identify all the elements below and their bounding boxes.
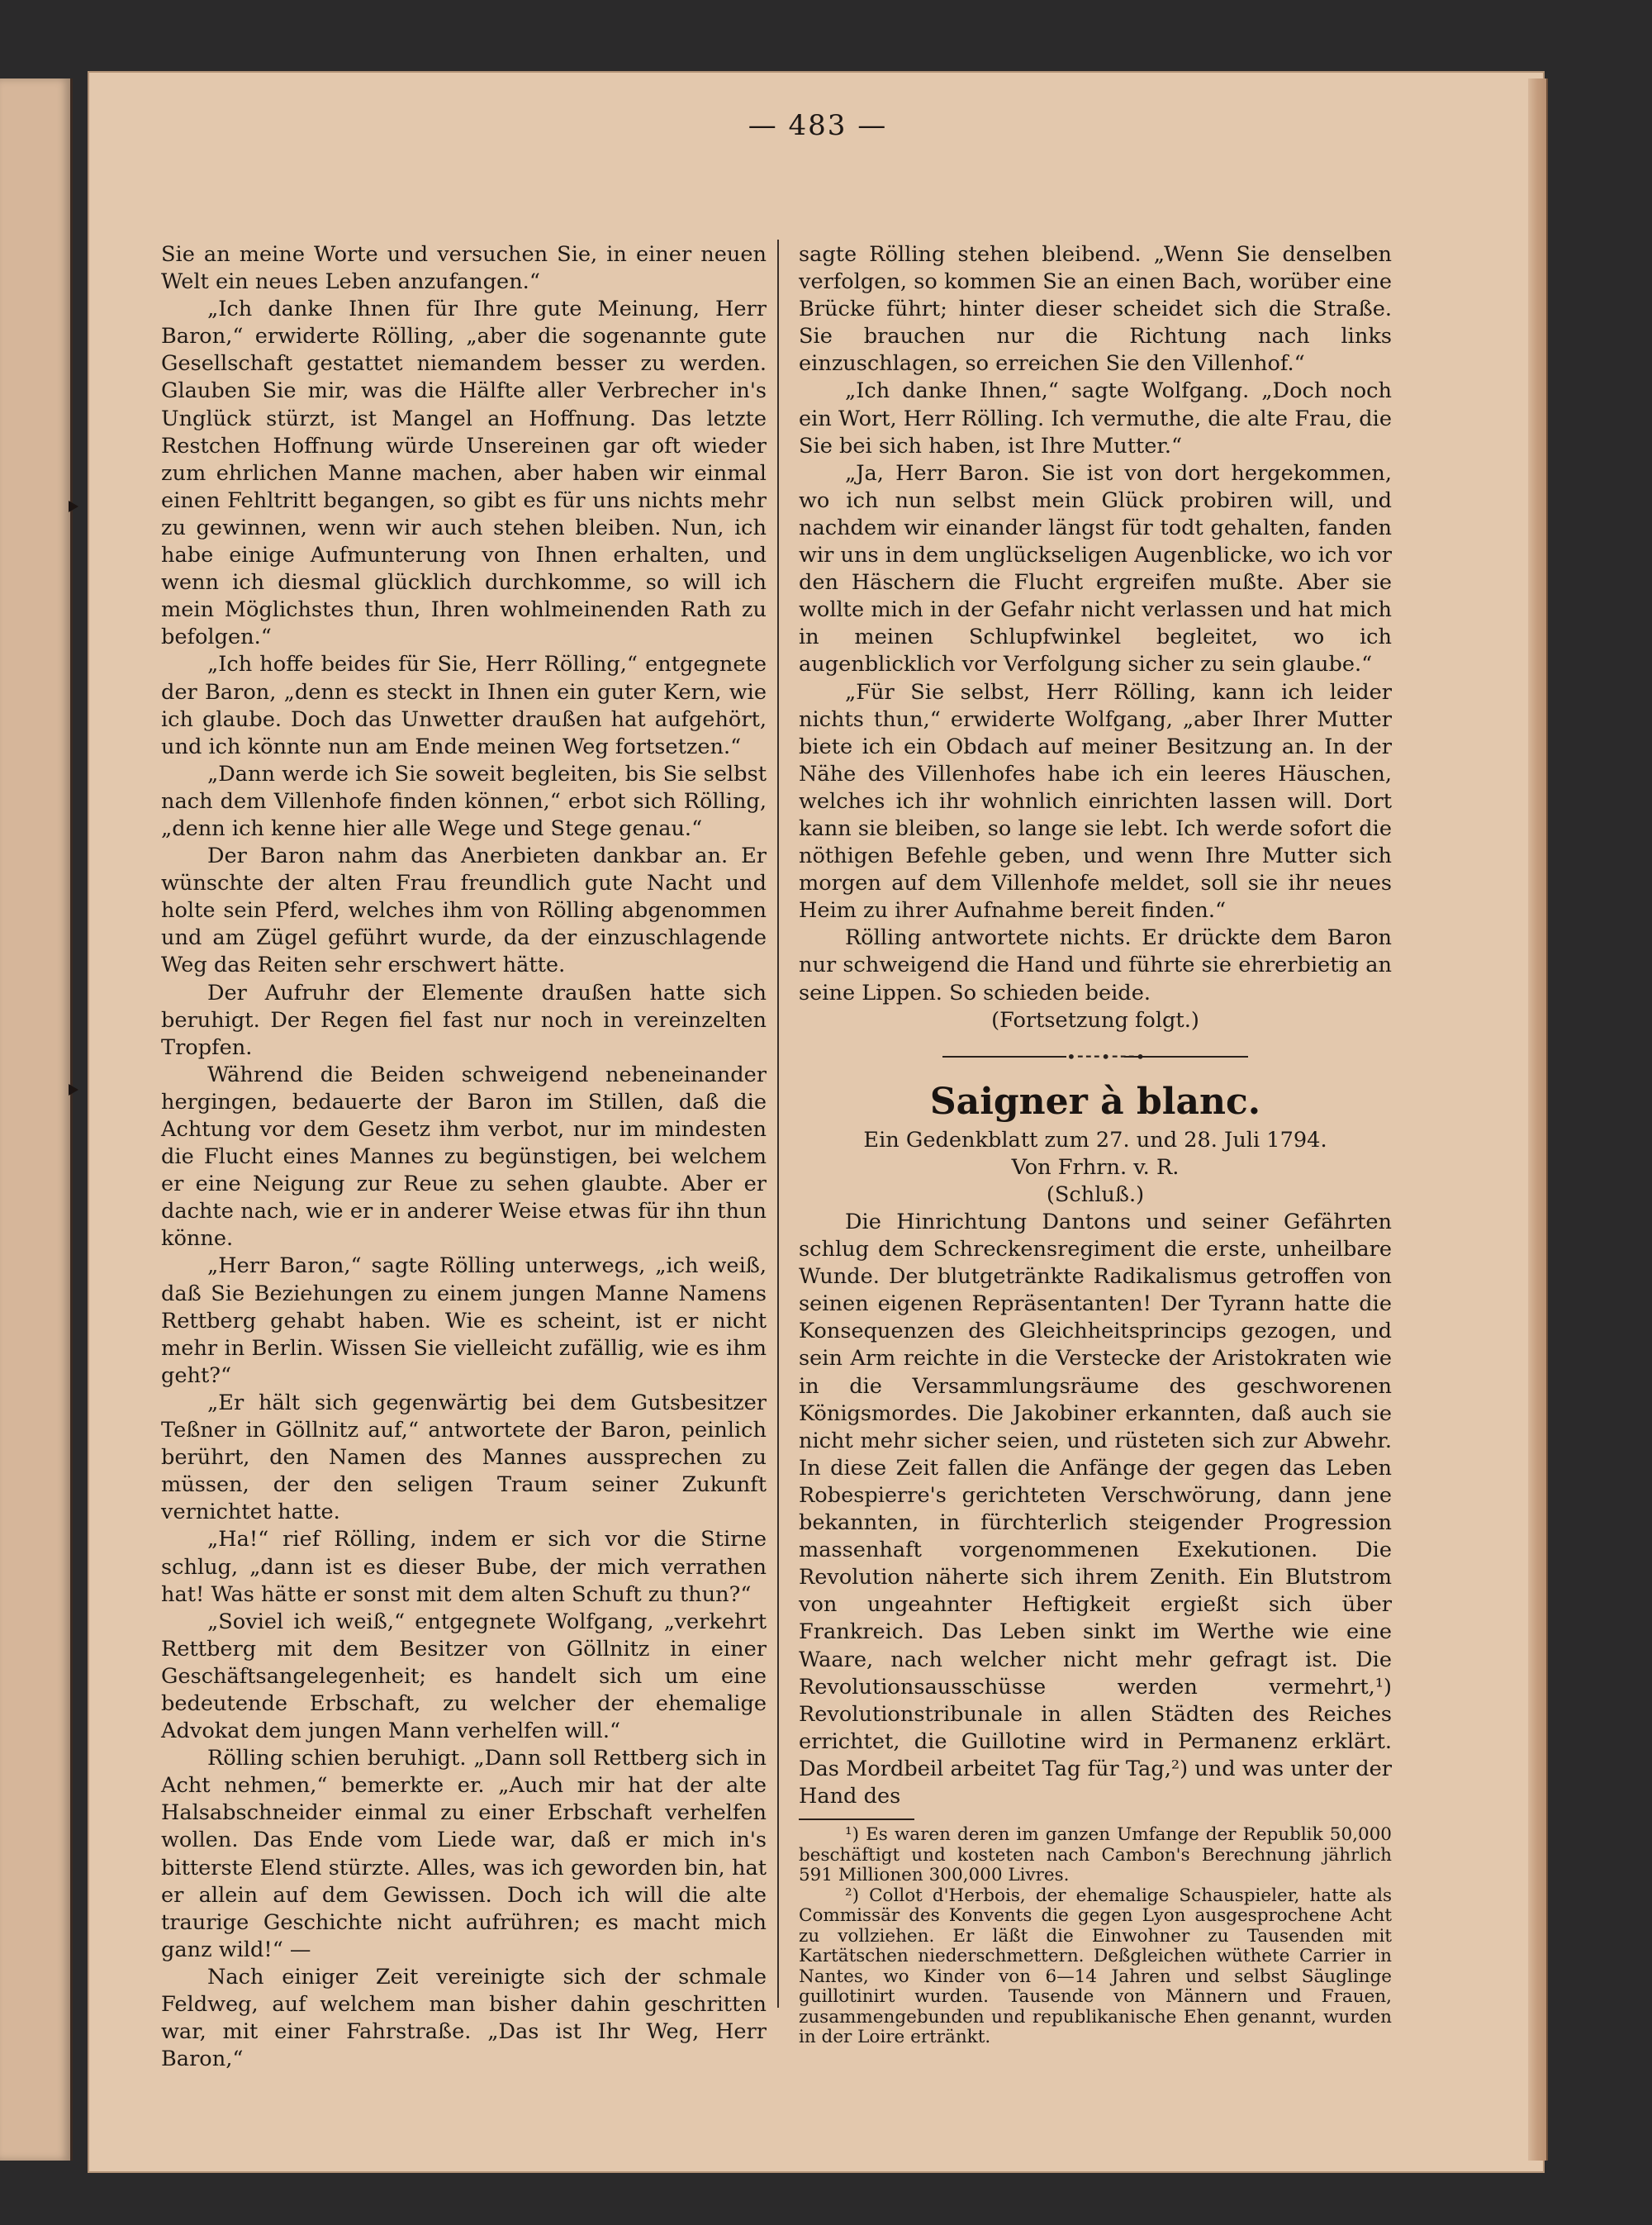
paragraph: Sie an meine Worte und versuchen Sie, in einer neuen Welt ein neues Leben anzufangen.“: [161, 242, 767, 295]
paragraph: „Er hält sich gegenwärtig bei dem Gutsbesitzer Teßner in Göllnitz auf,“ antwortete der Baron, peinlich berührt, den Namen des Mannes aussprechen zu müssen, der den seligen Traum seiner Zukunft vernichtet hatte.: [161, 1390, 767, 1525]
article-part: (Schluß.): [1046, 1181, 1145, 1207]
left-column: [161, 241, 767, 2073]
paragraph: „Soviel ich weiß,“ entgegnete Wolfgang, „verkehrt Rettberg mit dem Besitzer von Göllnitz in einer Geschäftsangelegenheit; es handelt sich um eine bedeutende Erbschaft, zu welcher der ehemalige Advokat dem jungen Mann verhelfen will.“: [161, 1609, 767, 1744]
to-be-continued-note: (Fortsetzung folgt.): [991, 1007, 1199, 1033]
margin-mark-icon: [69, 1084, 78, 1096]
footnote: ¹) Es waren deren im ganzen Umfange der Republik 50,000 beschäftigt und kosteten nach Cambon's Berechnung jährlich 591 Millionen 300,000 Livres.: [799, 1824, 1392, 1886]
paragraph: „Dann werde ich Sie soweit begleiten, bis Sie selbst nach dem Villenhofe finden können,“ erbot sich Rölling, „denn ich kenne hier alle Wege und Stege genau.“: [161, 761, 767, 841]
page-number: — 483 —: [748, 109, 888, 142]
paragraph: „Ja, Herr Baron. Sie ist von dort hergekommen, wo ich nun selbst mein Glück probiren will, und nachdem wir einander längst für todt gehalten, fanden wir uns in dem unglückseligen Augenblicke, wo ich vor den Häschern die Flucht ergreifen mußte. Aber sie wollte mich in der Gefahr nicht verlassen und hat mich in meinen Schlupfwinkel begleitet, wo ich augenblicklich vor Verfolgung sicher zu sein glaube.“: [799, 460, 1392, 677]
paragraph: „Ich danke Ihnen für Ihre gute Meinung, Herr Baron,“ erwiderte Rölling, „aber die sogenannte gute Gesellschaft gestattet niemandem besser zu werden. Glauben Sie mir, was die Hälfte aller Verbrecher in's Unglück stürzt, ist Mangel an Hoffnung. Das letzte Restchen Hoffnung würde Unsereinen gar oft wieder zum ehrlichen Manne machen, aber haben wir einmal einen Fehltritt begangen, so gibt es für uns nichts mehr zu gewinnen, wenn wir auch stehen bleiben. Nun, ich habe einige Aufmunterung von Ihnen erhalten, und wenn ich diesmal glücklich durchkomme, so will ich mein Möglichstes thun, Ihren wohlmeinenden Rath zu befolgen.“: [161, 297, 767, 650]
paragraph: Der Aufruhr der Elemente draußen hatte sich beruhigt. Der Regen fiel fast nur noch in vereinzelten Tropfen.: [161, 980, 767, 1060]
article-paragraph: Die Hinrichtung Dantons und seiner Gefährten schlug dem Schreckensregiment die erste, unheilbare Wunde. Der blutgetränkte Radikalismus getroffen von seinen eigenen Repräsentanten! Der Tyrann hatte die Konsequenzen des Gleichheitsprincips gezogen, und sein Arm reichte in die Verstecke der Aristokraten wie in die Versammlungsräume des geschworenen Königsmordes. Die Jakobiner erkannten, daß auch sie nicht mehr sicher seien, und rüsteten sich zur Abwehr. In diese Zeit fallen die Anfänge der gegen das Leben Robespierre's gerichteten Verschwörung, dann jene bekannten, in fürchterlich steigender Progression massenhaft vorgenommenen Exekutionen. Die Revolution näherte sich ihrem Zenith. Ein Blutstrom von ungeahnter Heftigkeit ergießt sich über Frankreich. Das Leben sinkt im Werthe wie eine Waare, nach welcher nicht mehr gefragt ist. Die Revolutionsausschüsse werden vermehrt,¹) Revolutionstribunale in allen Städten des Reiches errichtet, die Guillotine wird in Permanenz erklärt. Das Mordbeil arbeitet Tag für Tag,²) und was unter der Hand des: [799, 1210, 1392, 1809]
section-ornament: [942, 1046, 1248, 1067]
paragraph: Nach einiger Zeit vereinigte sich der schmale Feldweg, auf welchem man bisher dahin geschritten war, mit einer Fahrstraße. „Das ist Ihr Weg, Herr Baron,“: [161, 1964, 767, 2072]
paragraph: „Herr Baron,“ sagte Rölling unterwegs, „ich weiß, daß Sie Beziehungen zu einem jungen Manne Namens Rettberg gehabt haben. Wie es scheint, ist er nicht mehr in Berlin. Wissen Sie vielleicht zufällig, wie es ihm geht?“: [161, 1253, 767, 1388]
paragraph: „Ha!“ rief Rölling, indem er sich vor die Stirne schlug, „dann ist es dieser Bube, der mich verrathen hat! Was hätte er sonst mit dem alten Schuft zu thun?“: [161, 1527, 767, 1607]
column-divider: [777, 240, 779, 2008]
previous-page-edge: [0, 78, 73, 2161]
article-title: Saigner à blanc.: [929, 1080, 1261, 1123]
article-subtitle: Ein Gedenkblatt zum 27. und 28. Juli 1794.: [863, 1127, 1327, 1153]
footnote: ²) Collot d'Herbois, der ehemalige Schauspieler, hatte als Commissär des Konvents die gegen Lyon ausgesprochene Acht zu vollziehen. Er läßt die Einwohner zu Tausenden mit Kartätschen niederschmettern. Deßgleichen wüthete Carrier in Nantes, wo Kinder von 6—14 Jahren und selbst Säuglinge guillotinirt wurden. Tausende von Männern und Frauen, zusammengebunden und republikanische Ehen genannt, wurden in der Loire ertränkt.: [799, 1885, 1392, 2048]
paragraph: Rölling antwortete nichts. Er drückte dem Baron nur schweigend die Hand und führte sie ehrerbietig an seine Lippen. So schieden beide.: [799, 925, 1392, 1006]
article-author: Von Frhrn. v. R.: [1011, 1154, 1180, 1180]
ornament-flourish: •⁃⁃⁃•⁃⁃⁃•: [1066, 1046, 1146, 1067]
page-stack-edge: [1528, 78, 1548, 2161]
paragraph: sagte Rölling stehen bleibend. „Wenn Sie denselben verfolgen, so kommen Sie an einen Bach, worüber eine Brücke führt; hinter dieser scheidet sich die Straße. Sie brauchen nur die Richtung nach links einzuschlagen, so erreichen Sie den Villenhof.“: [799, 242, 1392, 377]
paragraph: „Ich danke Ihnen,“ sagte Wolfgang. „Doch noch ein Wort, Herr Rölling. Ich vermuthe, die alte Frau, die Sie bei sich haben, ist Ihre Mutter.“: [799, 378, 1392, 459]
margin-mark-icon: [69, 501, 78, 512]
paragraph: „Für Sie selbst, Herr Rölling, kann ich leider nichts thun,“ erwiderte Wolfgang, „aber Ihrer Mutter biete ich ein Obdach auf meiner Besitzung an. In der Nähe des Villenhofes habe ich ein leeres Häuschen, welches ich ihr wohnlich einrichten lassen will. Dort kann sie bleiben, so lange sie lebt. Ich werde sofort die nöthigen Befehle geben, und wenn Ihre Mutter sich morgen auf dem Villenhofe meldet, soll sie ihr neues Heim zu ihrer Aufnahme bereit finden.“: [799, 679, 1392, 924]
paragraph: Rölling schien beruhigt. „Dann soll Rettberg sich in Acht nehmen,“ bemerkte er. „Auch mir hat der alte Halsabschneider einmal zu einer Erbschaft verhelfen wollen. Das Ende vom Liede war, daß er mich in's bitterste Elend stürzte. Alles, was ich geworden bin, hat er allein auf dem Gewissen. Doch ich will die alte traurige Geschichte nicht aufrühren; es macht mich ganz wild!“ —: [161, 1746, 767, 1962]
paragraph: Während die Beiden schweigend nebeneinander hergingen, bedauerte der Baron im Stillen, daß die Achtung vor dem Gesetz ihm verbot, nur im mindesten die Flucht eines Mannes zu begünstigen, bei welchem er eine Neigung zur Reue zu sehen glaubte. Aber er dachte nach, wie er in anderer Weise etwas für ihn thun könne.: [161, 1062, 767, 1252]
paragraph: „Ich hoffe beides für Sie, Herr Rölling,“ entgegnete der Baron, „denn es steckt in Ihnen ein guter Kern, wie ich glaube. Doch das Unwetter draußen hat aufgehört, und ich könnte nun am Ende meinen Weg fortsetzen.“: [161, 652, 767, 759]
paragraph: Der Baron nahm das Anerbieten dankbar an. Er wünschte der alten Frau freundlich gute Nacht und holte sein Pferd, welches ihm von Rölling abgenommen und am Zügel geführt wurde, da der einzuschlagende Weg das Reiten sehr erschwert hätte.: [161, 844, 767, 978]
right-column: [799, 241, 1392, 2048]
footnote-rule: [799, 1819, 914, 1820]
